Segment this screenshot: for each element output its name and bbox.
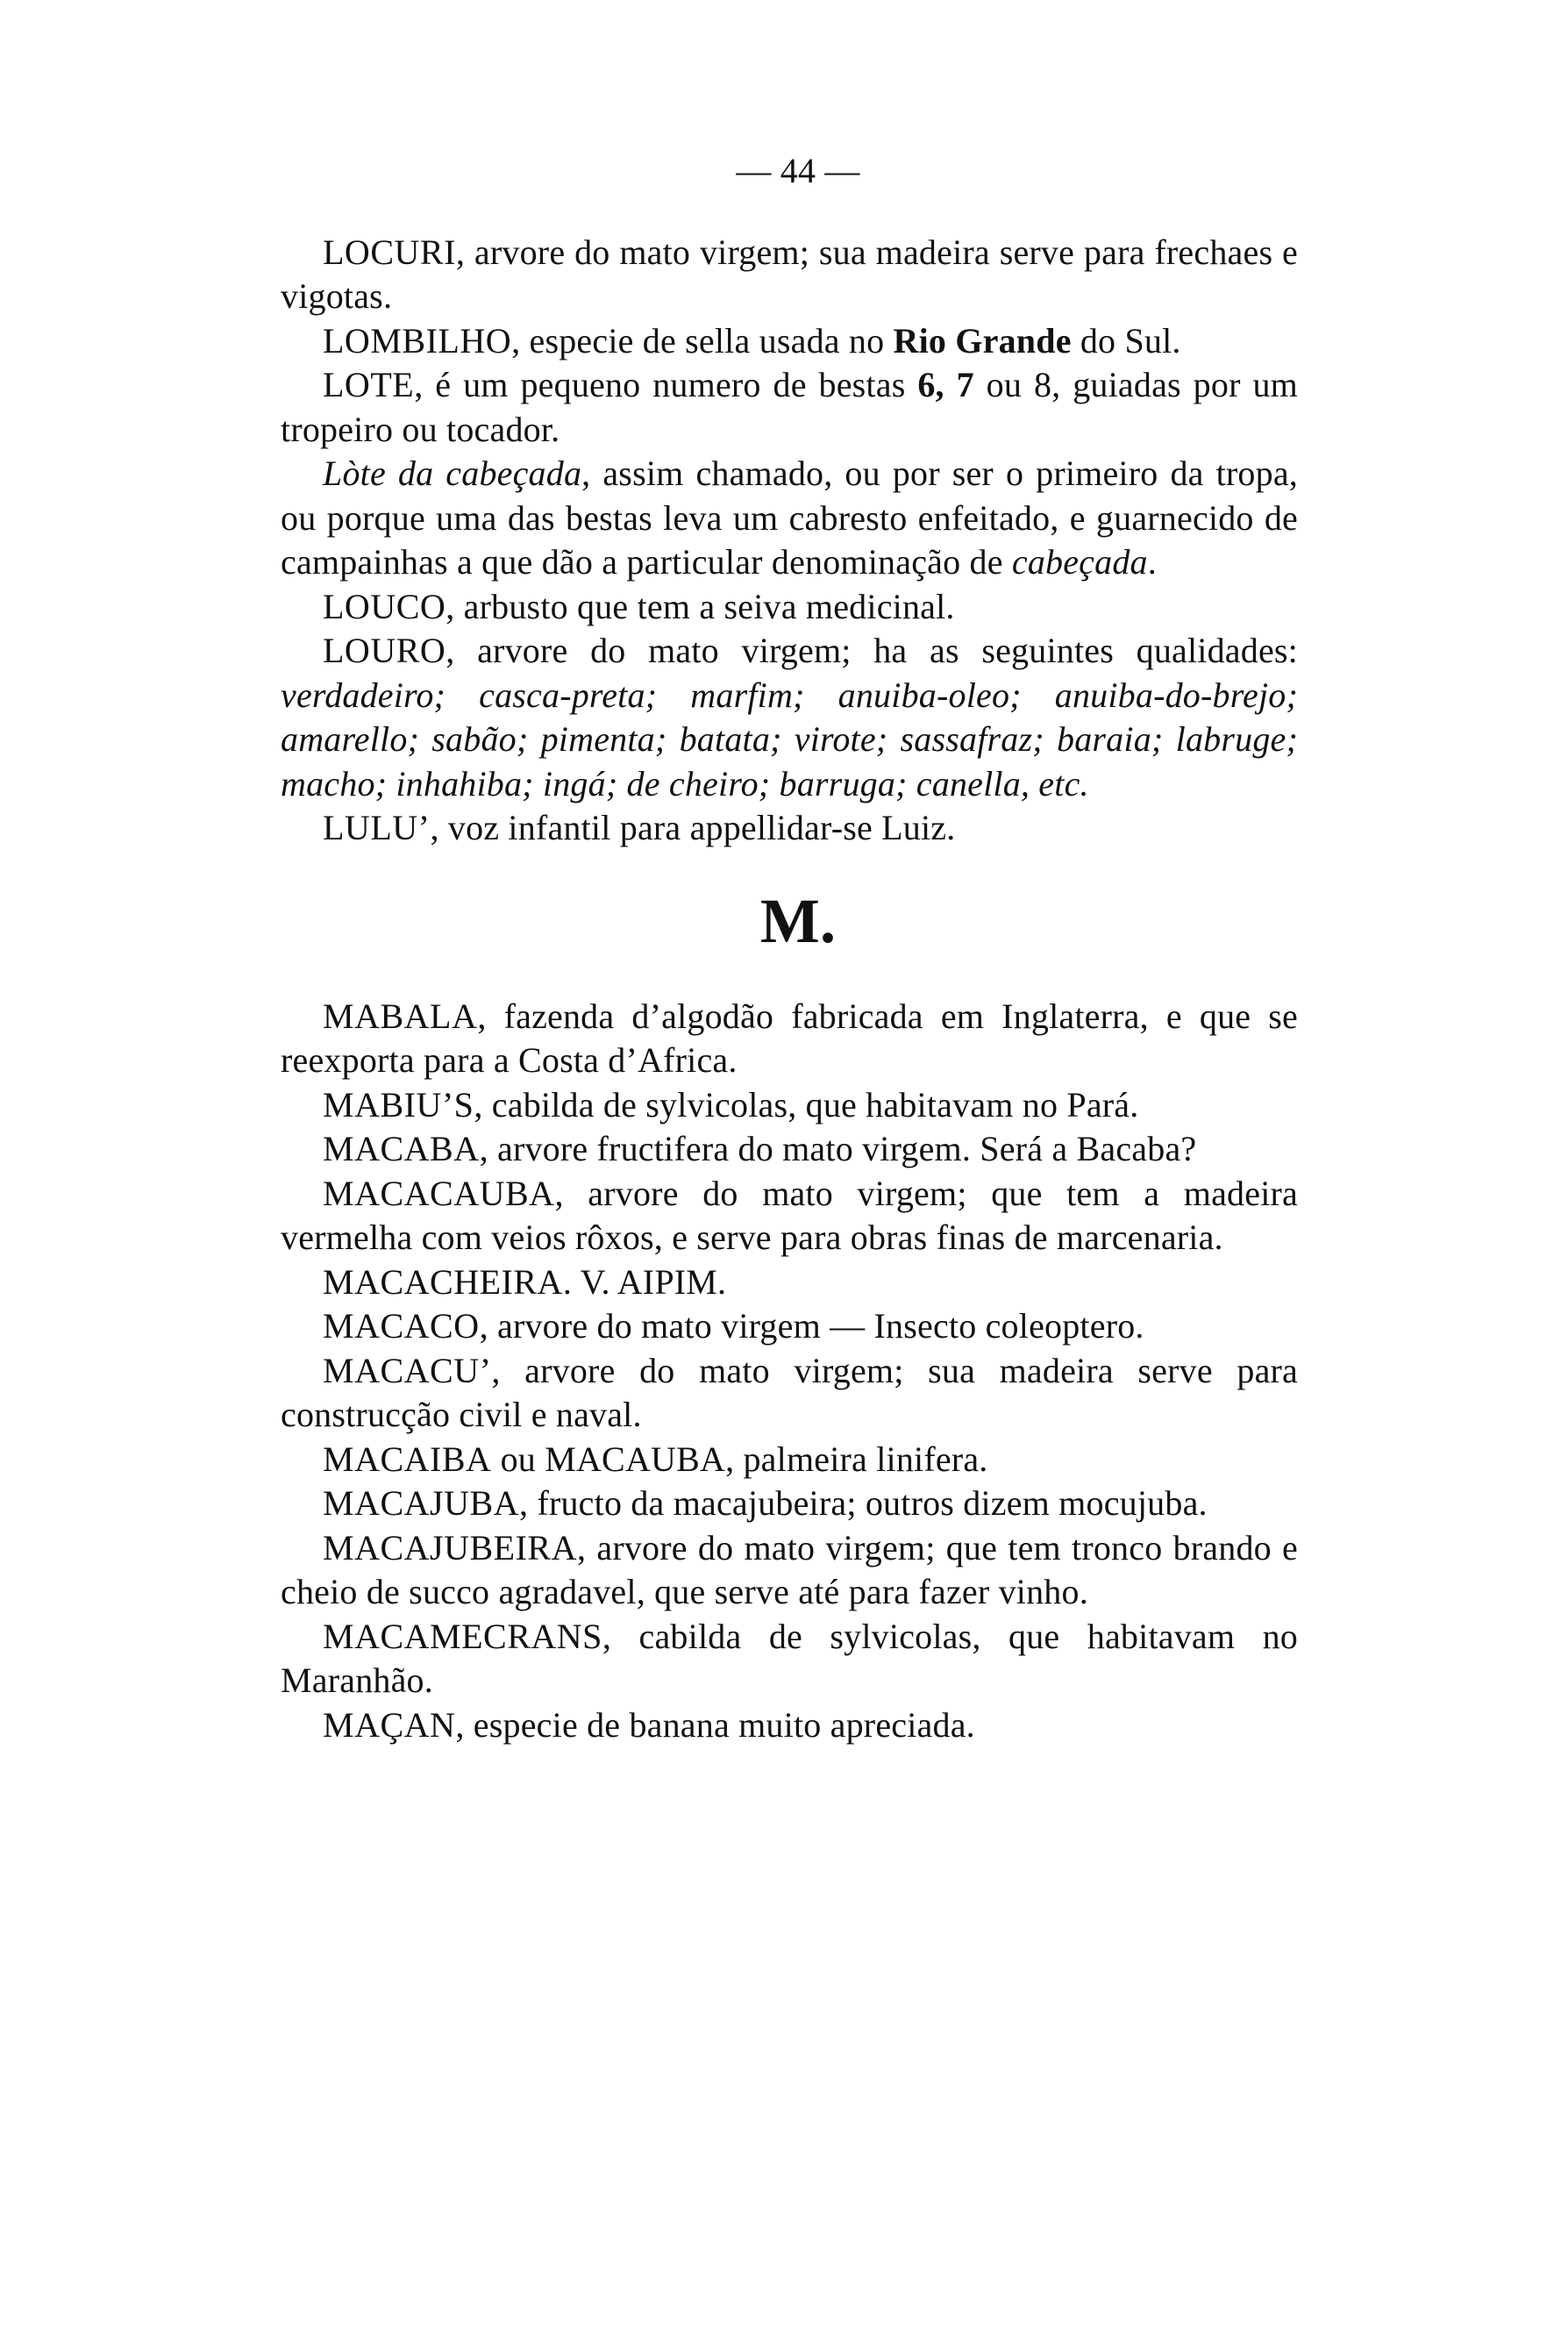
entry-locuri [281, 231, 1298, 319]
entry-bold: 6, 7 [917, 365, 974, 404]
entry-head: MABIU’S [323, 1084, 474, 1125]
entry-macacu [281, 1349, 1298, 1438]
entry-text: , assim chamado, ou por ser o primeiro da tropa, ou porque uma das bestas leva um cabresto enfeitado, e guarnecido de campainhas a que dão a particular denominação de [281, 453, 1298, 582]
entry-macajuba [281, 1482, 1298, 1526]
entry-louro [281, 629, 1298, 806]
entry-head: LOCURI [323, 232, 456, 272]
entry-head: MACACU’ [323, 1350, 492, 1390]
entry-text: , voz infantil para appellidar-se Luiz. [430, 808, 956, 847]
entry-text: , especie de banana muito apreciada. [455, 1704, 975, 1745]
entry-italic: verdadeiro; casca-preta; marfim; anuiba-oleo; anuiba-do-brejo; amarello; sabão; pimenta; batata; virote; sassafraz; baraia; labruge; macho; inhahiba; ingá; de cheiro; barruga; canella, etc. [281, 675, 1298, 803]
entry-mabius [281, 1083, 1298, 1128]
entry-lote-cabecada [281, 452, 1298, 585]
entry-macaco [281, 1304, 1298, 1349]
entry-head: MACAJUBEIRA [323, 1527, 577, 1567]
entry-mabala [281, 995, 1298, 1083]
entry-macacauba [281, 1172, 1298, 1260]
entry-text: ou MACAUBA, palmeira linifera. [491, 1439, 988, 1479]
entry-lulu [281, 806, 1298, 851]
entry-head: MACABA [323, 1129, 480, 1168]
entry-macacheira [281, 1260, 1298, 1305]
entry-head: MACAIBA [323, 1439, 492, 1479]
entry-head: MACACAUBA [323, 1173, 555, 1213]
entry-head: MAÇAN [323, 1704, 456, 1745]
entry-head: LULU’ [323, 808, 431, 847]
entry-macamecrans [281, 1615, 1298, 1703]
entry-macaba [281, 1127, 1298, 1172]
entry-italic: cabeçada [1011, 542, 1148, 582]
entry-text: , fazenda d’algodão fabricada em Inglaterra, e que se reexporta para a Costa d’Africa. [281, 996, 1298, 1080]
entry-head: LOURO [323, 631, 446, 670]
entry-bold: Rio Grande [893, 320, 1072, 361]
book-page [281, 149, 1298, 1747]
entry-louco [281, 585, 1298, 630]
entry-head: MABALA [323, 996, 478, 1036]
entry-head: MACACO [323, 1306, 480, 1346]
entry-lote [281, 363, 1298, 452]
entry-head: MACAJUBA [323, 1483, 520, 1523]
entry-lombilho [281, 319, 1298, 364]
entry-text: , especie de sella usada no [511, 320, 894, 361]
page-number: — 44 — [736, 151, 860, 190]
entry-italic: Lòte da cabeçada [323, 453, 582, 493]
entry-macaiba [281, 1438, 1298, 1482]
entry-tail: do Sul. [1071, 320, 1181, 361]
entry-text: , arvore do mato virgem; sua madeira serve para frechaes e vigotas. [281, 232, 1298, 316]
entry-macajubeira [281, 1526, 1298, 1615]
entry-text: , é um pequeno numero de bestas [414, 365, 918, 404]
entry-tail: ou 8, guiadas por um tropeiro ou tocador. [281, 365, 1298, 449]
entry-text: . V. AIPIM. [562, 1261, 727, 1302]
entry-text: , arbusto que tem a seiva medicinal. [445, 586, 955, 626]
entry-head: LOTE [323, 365, 415, 404]
entry-text: , arvore do mato virgem — Insecto coleoptero. [479, 1306, 1144, 1346]
entry-text: , arvore fructifera do mato virgem. Será a Bacaba? [479, 1129, 1197, 1168]
entry-head: LOMBILHO [323, 320, 512, 361]
entry-text: , cabilda de sylvicolas, que habitavam no Pará. [474, 1084, 1139, 1125]
entry-text: , cabilda de sylvicolas, que habitavam no Maranhão. [281, 1616, 1298, 1700]
entry-text: , arvore do mato virgem; sua madeira serve para construcção civil e naval. [281, 1350, 1298, 1434]
entry-head: MACACHEIRA [323, 1261, 563, 1302]
entry-text: , arvore do mato virgem; que tem a madeira vermelha com veios rôxos, e serve para obras finas de marcenaria. [281, 1173, 1298, 1257]
section-letter: M. [759, 885, 837, 956]
entry-text: , arvore do mato virgem; ha as seguintes qualidades: [445, 631, 1298, 670]
entry-head: MACAMECRANS [323, 1616, 602, 1656]
entry-head: LOUCO [323, 586, 446, 626]
entry-text: , arvore do mato virgem; que tem tronco brando e cheio de succo agradavel, que serve até para fazer vinho. [281, 1527, 1298, 1611]
entry-tail: . [1147, 542, 1157, 582]
entry-text: , fructo da macajubeira; outros dizem mocujuba. [519, 1483, 1208, 1523]
entry-macan [281, 1703, 1298, 1748]
